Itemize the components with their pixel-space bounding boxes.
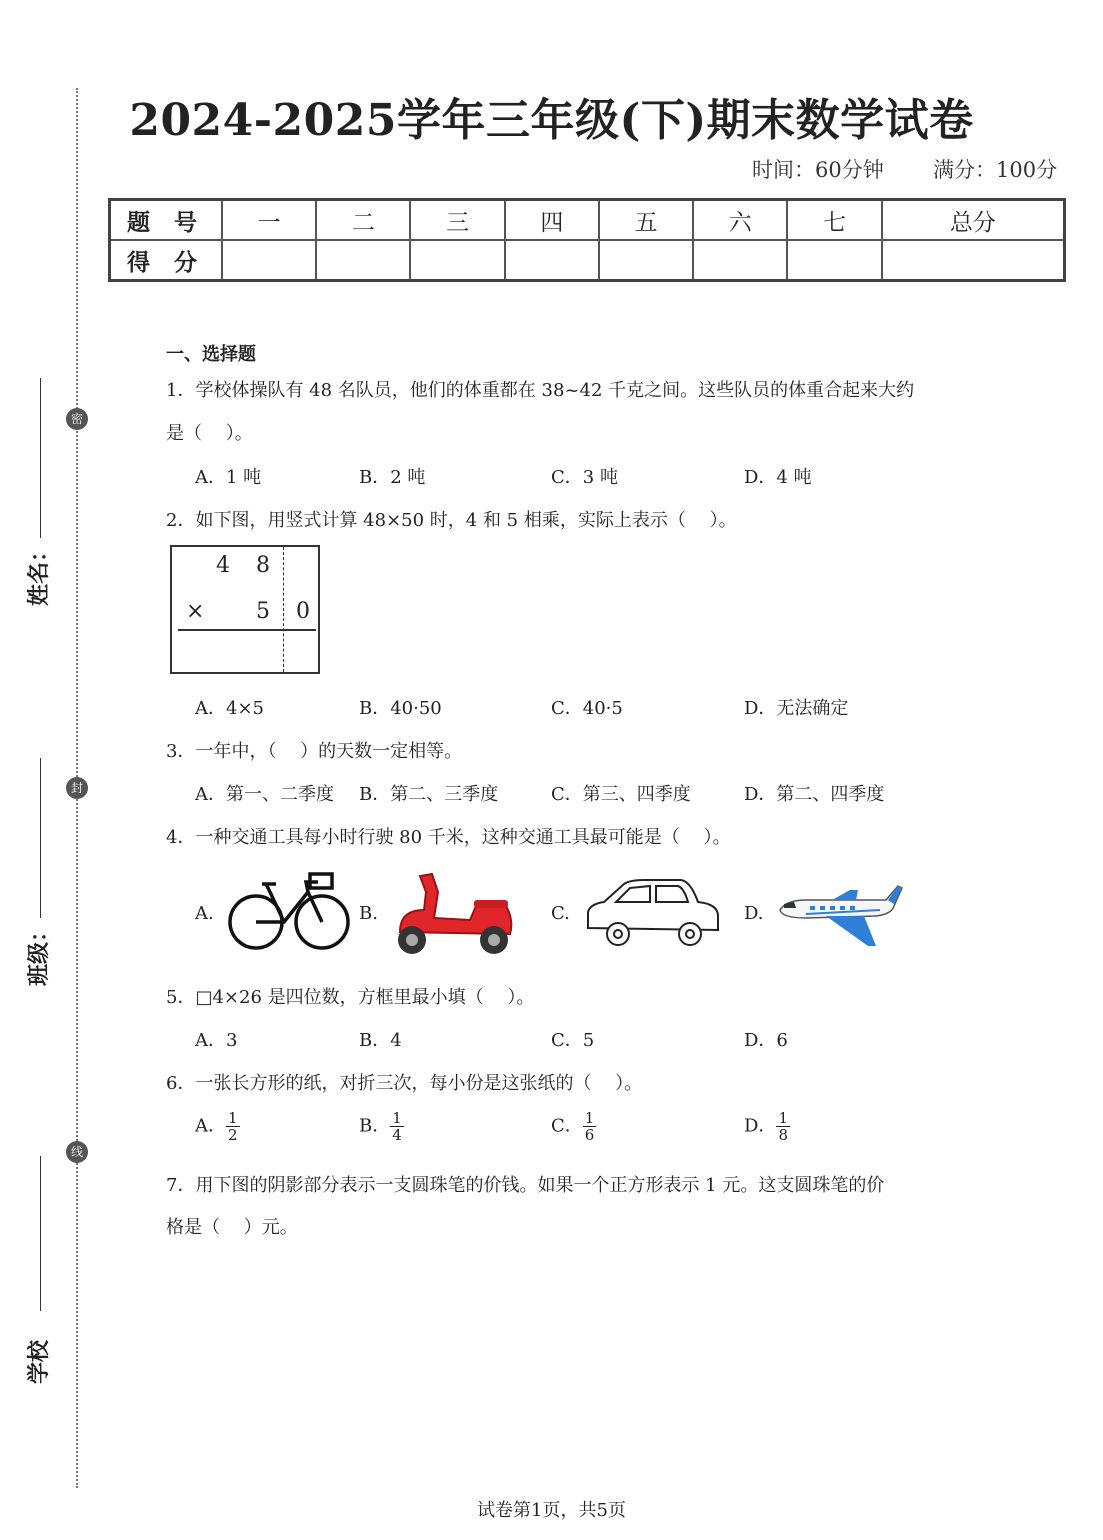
denominator: 2 [228, 1126, 238, 1144]
question-6: 6．一张长方形的纸，对折三次，每小份是这张纸的（ ）。 [166, 1073, 643, 1094]
score-cell [693, 240, 787, 281]
score-header-cell: 一 [222, 200, 316, 241]
vertical-multiplication-figure [170, 545, 320, 674]
denominator: 4 [392, 1126, 402, 1144]
score-cell [410, 240, 504, 281]
score-cell [316, 240, 410, 281]
score-cell [505, 240, 599, 281]
q4-option-d: D. [744, 903, 764, 924]
question-4: 4．一种交通工具每小时行驶 80 千米，这种交通工具最可能是（ ）。 [166, 827, 731, 848]
score-cell [787, 240, 881, 281]
q6-option-b-label: B． [359, 1115, 391, 1137]
score-header-cell: 总分 [882, 200, 1065, 241]
denominator: 6 [584, 1126, 595, 1144]
page-title: 2024-2025学年三年级(下)期末数学试卷 [129, 95, 974, 146]
class-fill-line [40, 758, 41, 918]
q2-option-d: D．无法确定 [744, 698, 849, 719]
q5-option-a: A．3 [195, 1030, 238, 1051]
school-fill-line [40, 1156, 41, 1311]
score-header-cell: 七 [787, 200, 881, 241]
full-score: 满分：100分 [933, 158, 1058, 182]
q5-option-b: B．4 [359, 1030, 402, 1051]
q3-option-b: B．第二、三季度 [359, 784, 499, 805]
seal-mi: 密 [66, 408, 88, 430]
question-3: 3．一年中，（ ）的天数一定相等。 [166, 741, 463, 762]
digit-4: 4 [216, 553, 230, 578]
school-label: 学校 [27, 1339, 52, 1384]
scooter-icon [390, 870, 518, 958]
question-7-line2: 格是（ ）元。 [166, 1217, 298, 1238]
score-table [108, 198, 1066, 282]
question-1-line2: 是（ ）。 [166, 423, 253, 444]
q1-option-d: D．4 吨 [744, 467, 812, 488]
fraction [583, 1110, 597, 1143]
fraction [776, 1110, 790, 1143]
section-title: 一、选择题 [166, 344, 256, 365]
numerator: 1 [778, 1109, 788, 1127]
score-cell [222, 240, 316, 281]
q1-option-a: A．1 吨 [195, 467, 262, 488]
fraction [226, 1110, 240, 1143]
question-7-line1: 7．用下图的阴影部分表示一支圆珠笔的价钱。如果一个正方形表示 1 元。这支圆珠笔的价 [166, 1175, 885, 1196]
sum-line [178, 629, 316, 631]
seal-feng: 封 [66, 777, 88, 799]
denominator: 8 [778, 1126, 788, 1144]
numerator: 1 [584, 1109, 595, 1127]
fraction [390, 1110, 404, 1143]
dashed-divider [283, 547, 284, 672]
q1-option-c: C．3 吨 [551, 467, 618, 488]
bicycle-icon [226, 872, 352, 952]
digit-5: 5 [256, 599, 270, 624]
q1-option-b: B．2 吨 [359, 467, 426, 488]
q2-option-c: C．40·5 [551, 698, 623, 719]
numerator: 1 [228, 1109, 238, 1127]
class-label: 班级： [27, 919, 52, 986]
name-fill-line [40, 378, 41, 538]
q3-option-a: A．第一、二季度 [195, 784, 334, 805]
digit-8: 8 [256, 553, 270, 578]
score-cell [599, 240, 693, 281]
score-header-cell: 二 [316, 200, 410, 241]
score-table-score-row [110, 240, 1065, 281]
q4-option-b: B. [359, 903, 378, 924]
score-row-label: 得 分 [110, 240, 223, 281]
q6-option-d [744, 1110, 790, 1143]
q6-option-a [195, 1110, 240, 1143]
q6-option-b [359, 1110, 404, 1143]
score-header-cell: 六 [693, 200, 787, 241]
airplane-icon [776, 882, 904, 952]
q3-option-d: D．第二、四季度 [744, 784, 885, 805]
page-footer: 试卷第1页，共5页 [477, 1500, 626, 1521]
digit-0: 0 [296, 599, 310, 624]
score-cell [882, 240, 1065, 281]
q3-option-c: C．第三、四季度 [551, 784, 691, 805]
q2-option-a: A．4×5 [195, 698, 264, 719]
numerator: 1 [392, 1109, 402, 1127]
score-table-header-row [110, 200, 1065, 241]
question-5: 5．□4×26 是四位数，方框里最小填（ ）。 [166, 987, 535, 1008]
q5-option-d: D．6 [744, 1030, 788, 1051]
question-2: 2．如下图，用竖式计算 48×50 时，4 和 5 相乘，实际上表示（ ）。 [166, 510, 737, 531]
q5-option-c: C．5 [551, 1030, 595, 1051]
q4-option-c: C. [551, 903, 570, 924]
q4-option-a: A. [195, 903, 214, 924]
seal-xian: 线 [66, 1141, 88, 1163]
q6-option-c [551, 1110, 596, 1143]
exam-time: 时间：60分钟 [752, 158, 884, 182]
q6-option-c-label: C． [551, 1115, 583, 1137]
score-header-cell: 三 [410, 200, 504, 241]
score-header-cell: 五 [599, 200, 693, 241]
car-icon [584, 878, 722, 948]
q6-option-a-label: A． [195, 1115, 226, 1137]
times-sign: × [186, 599, 205, 624]
q2-option-b: B．40·50 [359, 698, 442, 719]
question-1-line1: 1．学校体操队有 48 名队员，他们的体重都在 38~42 千克之间。这些队员的体重合起来大约 [166, 380, 915, 401]
score-header-cell: 四 [505, 200, 599, 241]
score-header-cell: 题 号 [110, 200, 223, 241]
q6-option-d-label: D． [744, 1115, 777, 1137]
name-label: 姓名： [27, 539, 52, 606]
